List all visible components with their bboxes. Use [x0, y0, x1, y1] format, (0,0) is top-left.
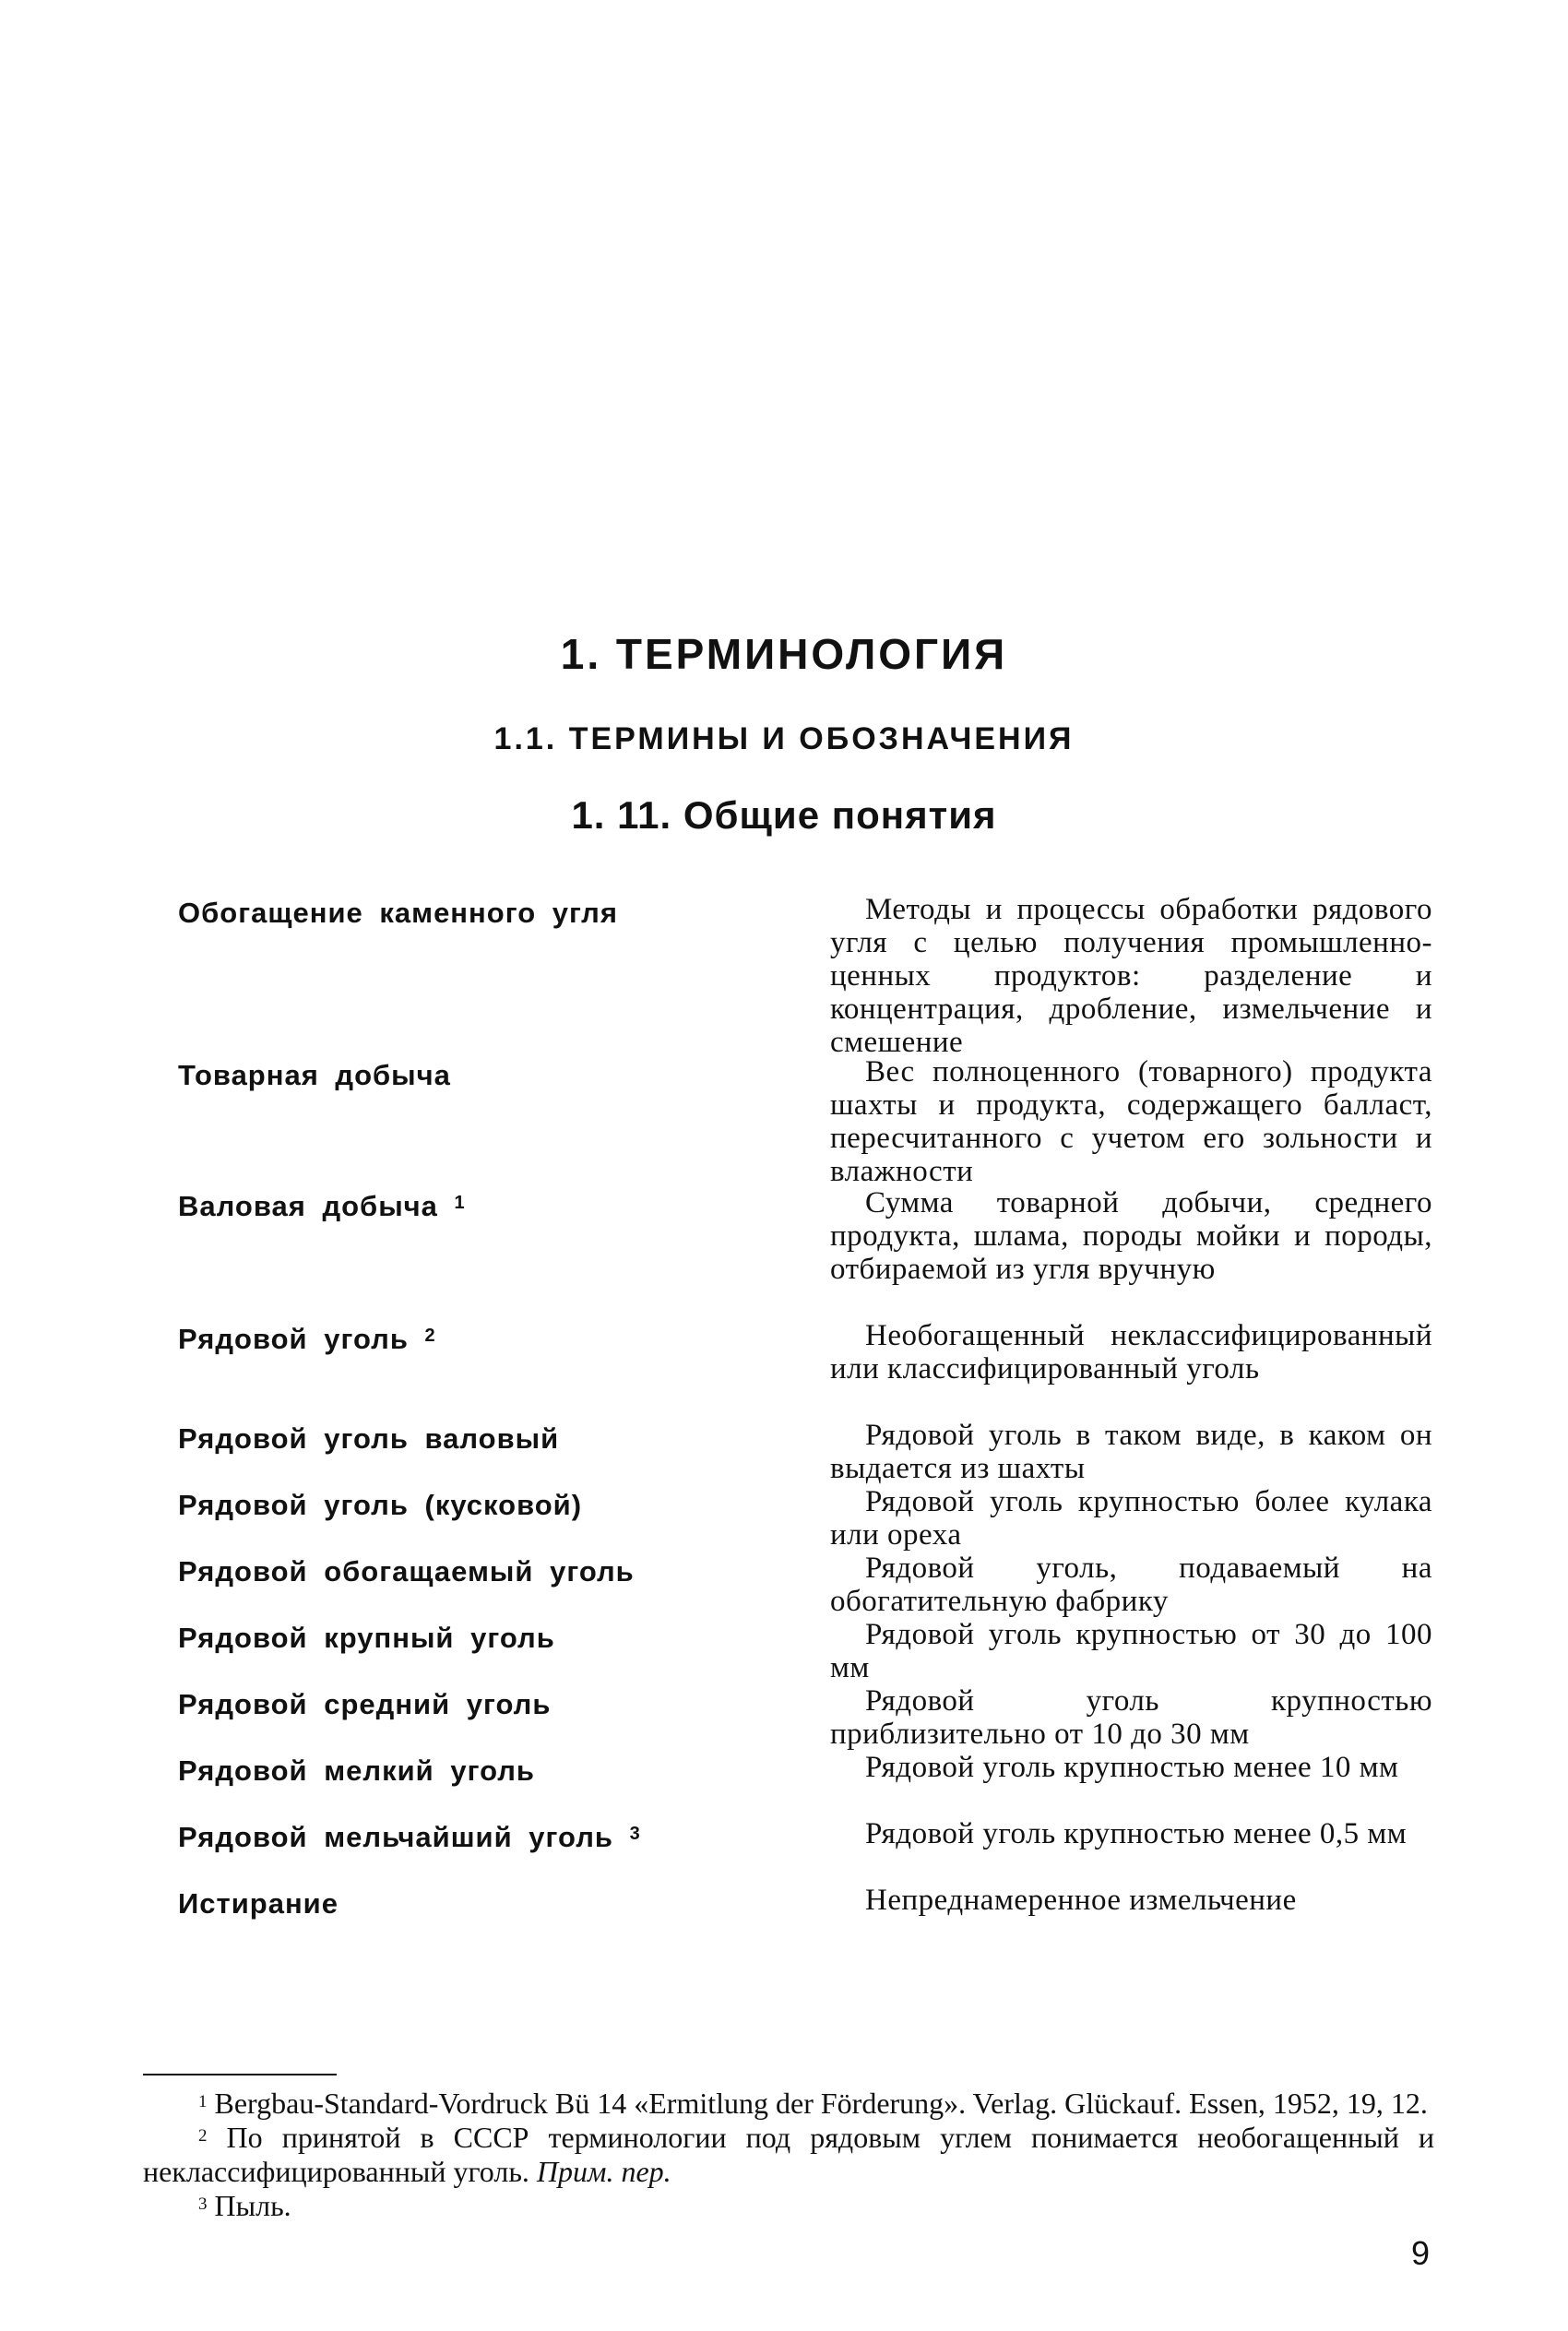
term-definition: Непреднамеренное измельчение — [865, 1884, 1297, 1917]
footnote-mark: 3 — [198, 2194, 208, 2214]
term-label: Рядовой мельчайший уголь $^3$ — [178, 1821, 641, 1853]
term-definition: Необогащенный неклассифицированный или классифицированный уголь — [830, 1319, 1432, 1386]
term-row — [178, 893, 1432, 1059]
term-label: Рядовой обогащаемый уголь — [178, 1555, 635, 1588]
term-label: Рядовой мелкий уголь — [178, 1754, 535, 1787]
footnote-text: Bergbau-Standard-Vordruck Bü 14 «Ermitlung der Förderung». Verlag. Glückauf. Essen, 1952, 19, 12. — [214, 2087, 1428, 2120]
term-row — [178, 1485, 1432, 1552]
term-definition: Вес полноценного (товарного) продукта шахты и продукта, содержащего балласт, пересчитанного с учетом его зольности и влажности — [830, 1055, 1432, 1188]
term-label: Истирание — [178, 1887, 339, 1920]
term-definition: Сумма товарной добычи, среднего продукта, шлама, породы мойки и породы, отбираемой из угля вручную — [830, 1186, 1432, 1286]
footnote-text: Пыль. — [214, 2189, 291, 2222]
term-definition: Рядовой уголь крупностью от 30 до 100 мм — [830, 1618, 1432, 1684]
term-row — [178, 1419, 1432, 1485]
term-row — [178, 1684, 1432, 1751]
term-definition: Рядовой уголь крупностью менее 10 мм — [865, 1751, 1399, 1784]
term-definition: Рядовой уголь крупностью более кулака или ореха — [830, 1485, 1432, 1552]
footnote-3 — [143, 2189, 1434, 2223]
term-definition: Рядовой уголь крупностью менее 0,5 мм — [865, 1817, 1408, 1850]
footnote-1 — [143, 2087, 1434, 2121]
term-row — [178, 1751, 1432, 1817]
footnote-divider — [143, 2074, 337, 2075]
footnote-mark: 2 — [198, 2126, 208, 2146]
term-row — [178, 1618, 1432, 1684]
section-heading: 1.1. ТЕРМИНЫ И ОБОЗНАЧЕНИЯ — [493, 721, 1075, 756]
term-definition: Методы и процессы обработки рядового угля с целью получения промышленно-ценных продуктов: разделение и концентрация, дробление, измельчение и смешение — [830, 893, 1432, 1059]
term-row — [178, 1552, 1432, 1618]
term-label: Обогащение каменного угля — [178, 897, 618, 929]
term-definition: Рядовой уголь в таком виде, в каком он выдается из шахты — [830, 1419, 1432, 1485]
subsection-heading: 1. 11. Общие понятия — [571, 793, 997, 837]
footnote-mark: 1 — [198, 2092, 208, 2111]
term-label: Рядовой крупный уголь — [178, 1622, 555, 1654]
footnote-ref: 3 — [629, 1824, 641, 1844]
term-label: Товарная добыча — [178, 1059, 451, 1091]
chapter-heading: 1. ТЕРМИНОЛОГИЯ — [560, 630, 1008, 678]
term-row — [178, 1319, 1432, 1419]
footnote-ref: 2 — [424, 1326, 436, 1346]
terms-table — [178, 893, 1432, 1921]
term-row — [178, 1186, 1432, 1319]
footnotes — [143, 2087, 1434, 2223]
footnote-2 — [143, 2121, 1434, 2189]
term-row — [178, 1055, 1432, 1186]
term-label: Рядовой уголь валовый — [178, 1422, 560, 1455]
term-definition: Рядовой уголь крупностью приблизительно от 10 до 30 мм — [830, 1684, 1432, 1751]
footnote-ref: 1 — [454, 1193, 466, 1213]
term-label: Рядовой уголь $^2$ — [178, 1323, 436, 1355]
term-label: Рядовой средний уголь — [178, 1688, 552, 1720]
term-definition: Рядовой уголь, подаваемый на обогатительную фабрику — [830, 1552, 1432, 1618]
translator-note: Прим. пер. — [536, 2155, 671, 2188]
footnote-text: По принятой в СССР терминологии под рядовым углем понимается необогащенный и неклассифицированный уголь. — [143, 2121, 1435, 2188]
term-label: Валовая добыча $^1$ — [178, 1190, 466, 1222]
term-label: Рядовой уголь (кусковой) — [178, 1489, 583, 1521]
page-number: 9 — [1410, 2234, 1430, 2272]
term-row — [178, 1817, 1432, 1884]
term-row — [178, 1884, 1432, 1921]
